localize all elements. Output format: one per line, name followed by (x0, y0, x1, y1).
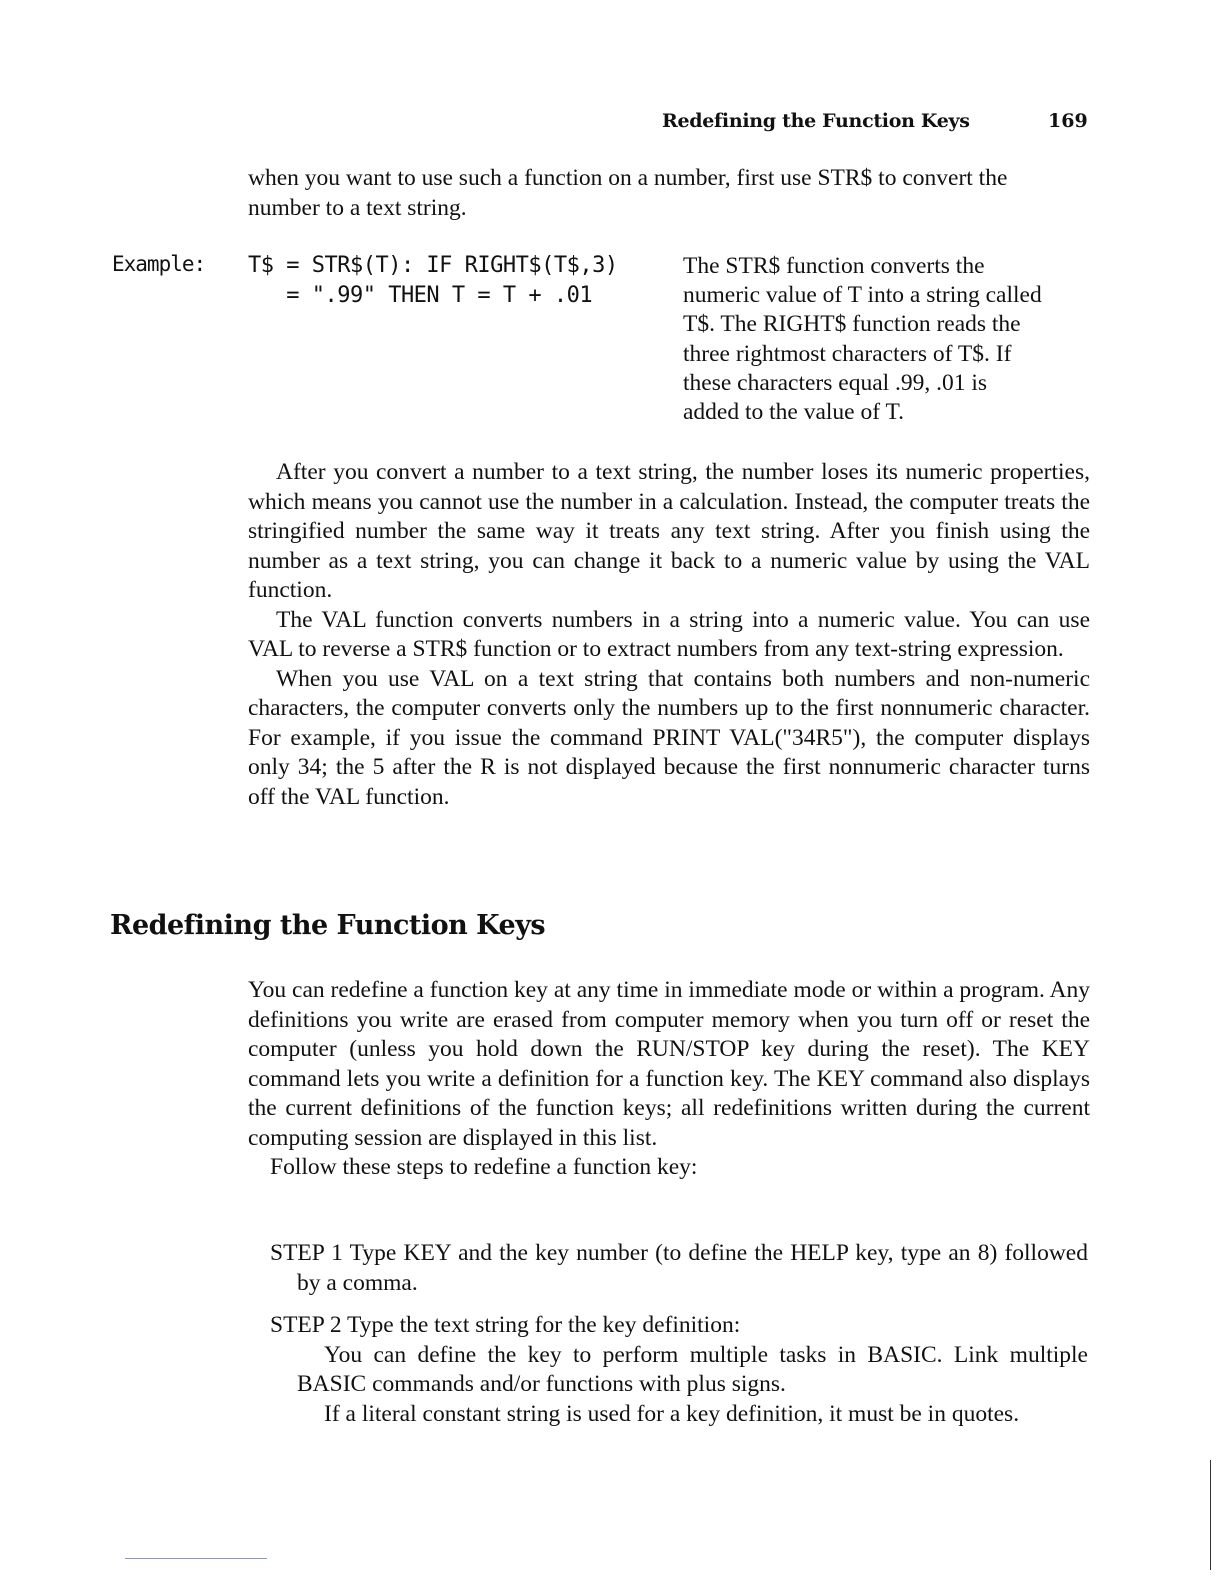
section-body (248, 976, 1090, 1183)
step-2-sub-2: If a literal constant string is used for a key definition, it must be in quotes. (324, 1400, 1020, 1427)
example-desc-line: these characters equal .99, .01 is (683, 369, 988, 396)
section-heading: Redefining the Function Keys (110, 910, 546, 941)
intro-line-2: number to a text string. (248, 194, 467, 221)
example-code-line-1: T$ = STR$(T): IF RIGHT$(T$,3) (248, 253, 618, 278)
intro-line-1: when you want to use such a function on a number, first use STR$ to convert the (248, 165, 1008, 191)
example-code (248, 251, 618, 311)
section-paragraph-1: You can redefine a function key at any time in immediate mode or within a program. Any definitions you write are erased from computer memory when you turn off or reset the computer (unless you hold down the RUN/STOP key during the reset). The KEY command lets you write a definition for a function key. The KEY command also displays the current definitions of the function keys; all redefinitions written during the current computing session are displayed in this list. (248, 977, 1090, 1151)
example-desc-line: added to the value of T. (683, 399, 905, 426)
paragraph-val-function: The VAL function converts numbers in a string into a numeric value. You can use VAL to reverse a STR$ function or to extract numbers from any text-string expression. (248, 606, 1090, 662)
body-paragraphs (248, 458, 1090, 812)
step-2 (270, 1311, 1088, 1429)
running-header-title: Redefining the Function Keys (662, 110, 970, 132)
example-label: Example: (112, 252, 206, 276)
intro-paragraph (248, 164, 1090, 223)
scan-edge-line (1210, 1460, 1211, 1570)
paragraph-str-conversion: After you convert a number to a text string, the number loses its numeric properties, which means you cannot use the number in a calculation. Instead, the computer treats the stringified number the same way it treats any text string. After you finish using the number as a text string, you can change it back to a numeric value by using the VAL function. (248, 459, 1090, 603)
example-code-line-2: = ".99" THEN T = T + .01 (248, 283, 593, 308)
bottom-rule (125, 1558, 267, 1559)
step-1-text: STEP 1 Type KEY and the key number (to define the HELP key, type an 8) followed by a comma. (270, 1240, 1088, 1296)
step-2-text: STEP 2 Type the text string for the key definition: (270, 1312, 741, 1338)
page-number: 169 (1048, 110, 1088, 132)
section-paragraph-2: Follow these steps to redefine a function key: (270, 1154, 698, 1180)
example-desc-line: The STR$ function converts the (683, 253, 985, 279)
step-2-sub-1: You can define the key to perform multiple tasks in BASIC. Link multiple BASIC commands and/or functions with plus signs. (297, 1341, 1088, 1397)
step-1 (270, 1239, 1088, 1298)
example-description (683, 252, 1093, 427)
example-desc-line: three rightmost characters of T$. If (683, 340, 1012, 367)
example-desc-line: T$. The RIGHT$ function reads the (683, 311, 1021, 338)
paragraph-val-nonnumeric: When you use VAL on a text string that contains both numbers and non-numeric characters, the computer converts only the numbers up to the first nonnumeric character. For example, if you issue the command PRINT VAL("34R5"), the computer displays only 34; the 5 after the R is not displayed because the first nonnumeric character turns off the VAL function. (248, 665, 1090, 810)
example-desc-line: numeric value of T into a string called (683, 282, 1042, 309)
